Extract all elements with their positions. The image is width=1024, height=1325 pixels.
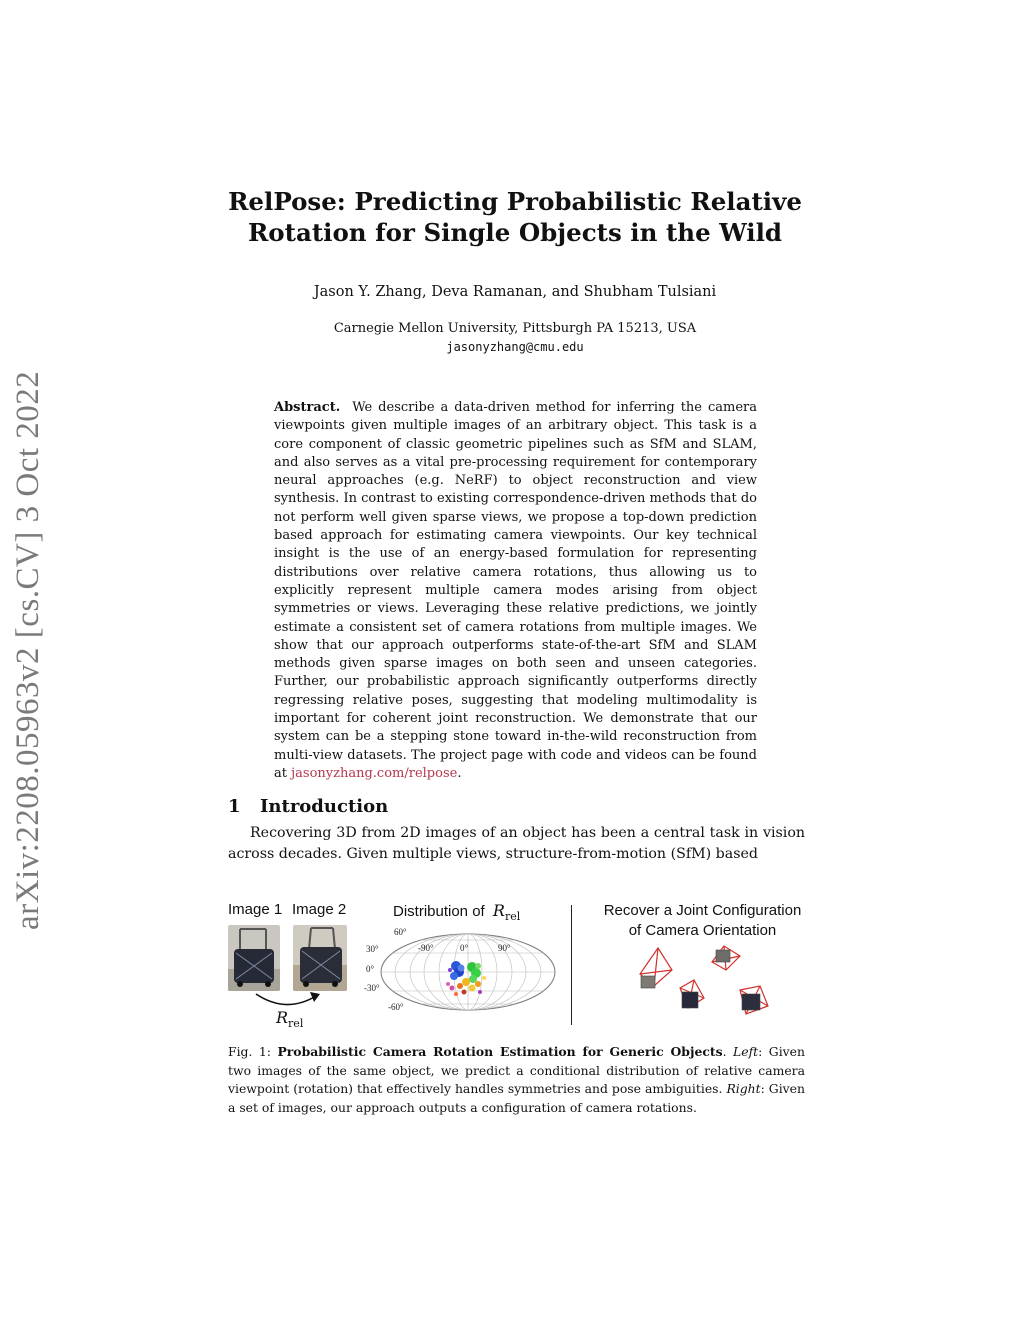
abstract — [274, 399, 757, 783]
r-symbol: R — [276, 1008, 289, 1027]
image-2-label: Image 2 — [292, 901, 347, 918]
right-panel-title — [585, 901, 820, 941]
project-page-link[interactable]: jasonyzhang.com/relpose — [291, 765, 458, 781]
camera-frustum-3 — [680, 980, 704, 1008]
paper-title — [200, 186, 830, 248]
caption-prefix: Fig. 1: — [228, 1044, 271, 1059]
section-heading — [228, 796, 388, 817]
lon-tick-90: 90° — [498, 943, 511, 953]
title-line-1: RelPose: Predicting Probabilistic Relative — [228, 187, 802, 216]
right-title-line-2: of Camera Orientation — [628, 922, 777, 939]
caption-right-text: : Given a set of images, our approach outputs a configuration of camera rotations. — [228, 1081, 805, 1115]
arxiv-stamp: arXiv:2208.05963v2 [cs.CV] 3 Oct 2022 — [10, 370, 46, 930]
author-email[interactable]: jasonyzhang@cmu.edu — [446, 340, 584, 354]
distribution-r-symbol: R — [492, 901, 505, 920]
r-rel-label — [276, 1008, 303, 1030]
lat-tick-0: 0° — [366, 964, 375, 974]
relative-rotation-arrow — [250, 990, 330, 1010]
abstract-label: Abstract. — [274, 400, 341, 415]
image-1-label: Image 1 — [228, 901, 283, 918]
lon-tick-0: 0° — [460, 943, 469, 953]
caption-after-bold: . — [722, 1044, 727, 1059]
figure-caption — [228, 1043, 805, 1117]
camera-frustum-1 — [640, 948, 672, 988]
distribution-r-subscript: rel — [504, 910, 521, 923]
affiliation-block — [200, 319, 830, 357]
lat-tick-30: 30° — [366, 944, 379, 954]
rotation-distribution-plot — [360, 922, 560, 1014]
section-title: Introduction — [260, 796, 389, 817]
figure-divider — [571, 905, 572, 1025]
lat-tick-60: 60° — [394, 927, 407, 937]
caption-right-label: Right — [726, 1081, 761, 1096]
lat-tick-neg60: -60° — [388, 1002, 404, 1012]
lat-tick-neg30: -30° — [364, 983, 380, 993]
camera-frustum-2 — [712, 946, 740, 970]
lon-tick-neg90: -90° — [418, 943, 434, 953]
abstract-text: We describe a data-driven method for inferring the camera viewpoints given multiple images of an arbitrary object. This task is a core component of classic geometric pipelines such as SfM and SLAM, and also serves as a vital pre-processing requirement for contemporary neural approaches (e.g. NeRF) to object reconstruction and view synthesis. In contrast to existing correspondence-driven methods that do not perform well given sparse views, we propose a top-down prediction based approach for estimating camera viewpoints. Our key technical insight is the use of an energy-based formulation for representing distributions over relative camera rotations, thus allowing us to explicitly represent multiple camera modes arising from object symmetries or views. Leveraging these relative predictions, we jointly estimate a consistent set of camera rotations from multiple images. We show that our approach outperforms state-of-the-art SfM and SLAM methods given sparse images on both seen and unseen categories. Further, our probabilistic approach significantly outperforms directly regressing relative poses, suggesting that modeling multimodality is important for coherent joint reconstruction. We demonstrate that our system can be a stepping stone toward in-the-wild reconstruction from multi-view datasets. The project page with code and videos can be found at — [274, 400, 757, 781]
r-subscript: rel — [288, 1017, 304, 1031]
distribution-label — [393, 901, 520, 923]
camera-frustum-4 — [740, 986, 768, 1014]
image-2-photo — [293, 925, 347, 991]
camera-configuration — [628, 944, 788, 1024]
intro-paragraph: Recovering 3D from 2D images of an object has been a central task in vision across decades. Given multiple views, structure-from-motion (SfM) based — [228, 825, 805, 862]
caption-left-text: : Given two images of the same object, we predict a conditional distribution of relative camera viewpoint (rotation) that effectively handles symmetries and pose ambiguities. — [228, 1044, 805, 1096]
right-title-line-1: Recover a Joint Configuration — [603, 902, 802, 919]
authors: Jason Y. Zhang, Deva Ramanan, and Shubham Tulsiani — [313, 284, 717, 300]
section-number: 1 — [228, 796, 241, 817]
affiliation: Carnegie Mellon University, Pittsburgh PA 15213, USA — [333, 321, 697, 336]
title-line-2: Rotation for Single Objects in the Wild — [247, 218, 783, 247]
image-1-photo — [228, 925, 280, 991]
abstract-end: . — [457, 765, 462, 781]
distribution-text: Distribution of — [393, 903, 485, 920]
caption-left-label: Left — [733, 1044, 759, 1059]
caption-bold: Probabilistic Camera Rotation Estimation for Generic Objects — [277, 1044, 723, 1059]
